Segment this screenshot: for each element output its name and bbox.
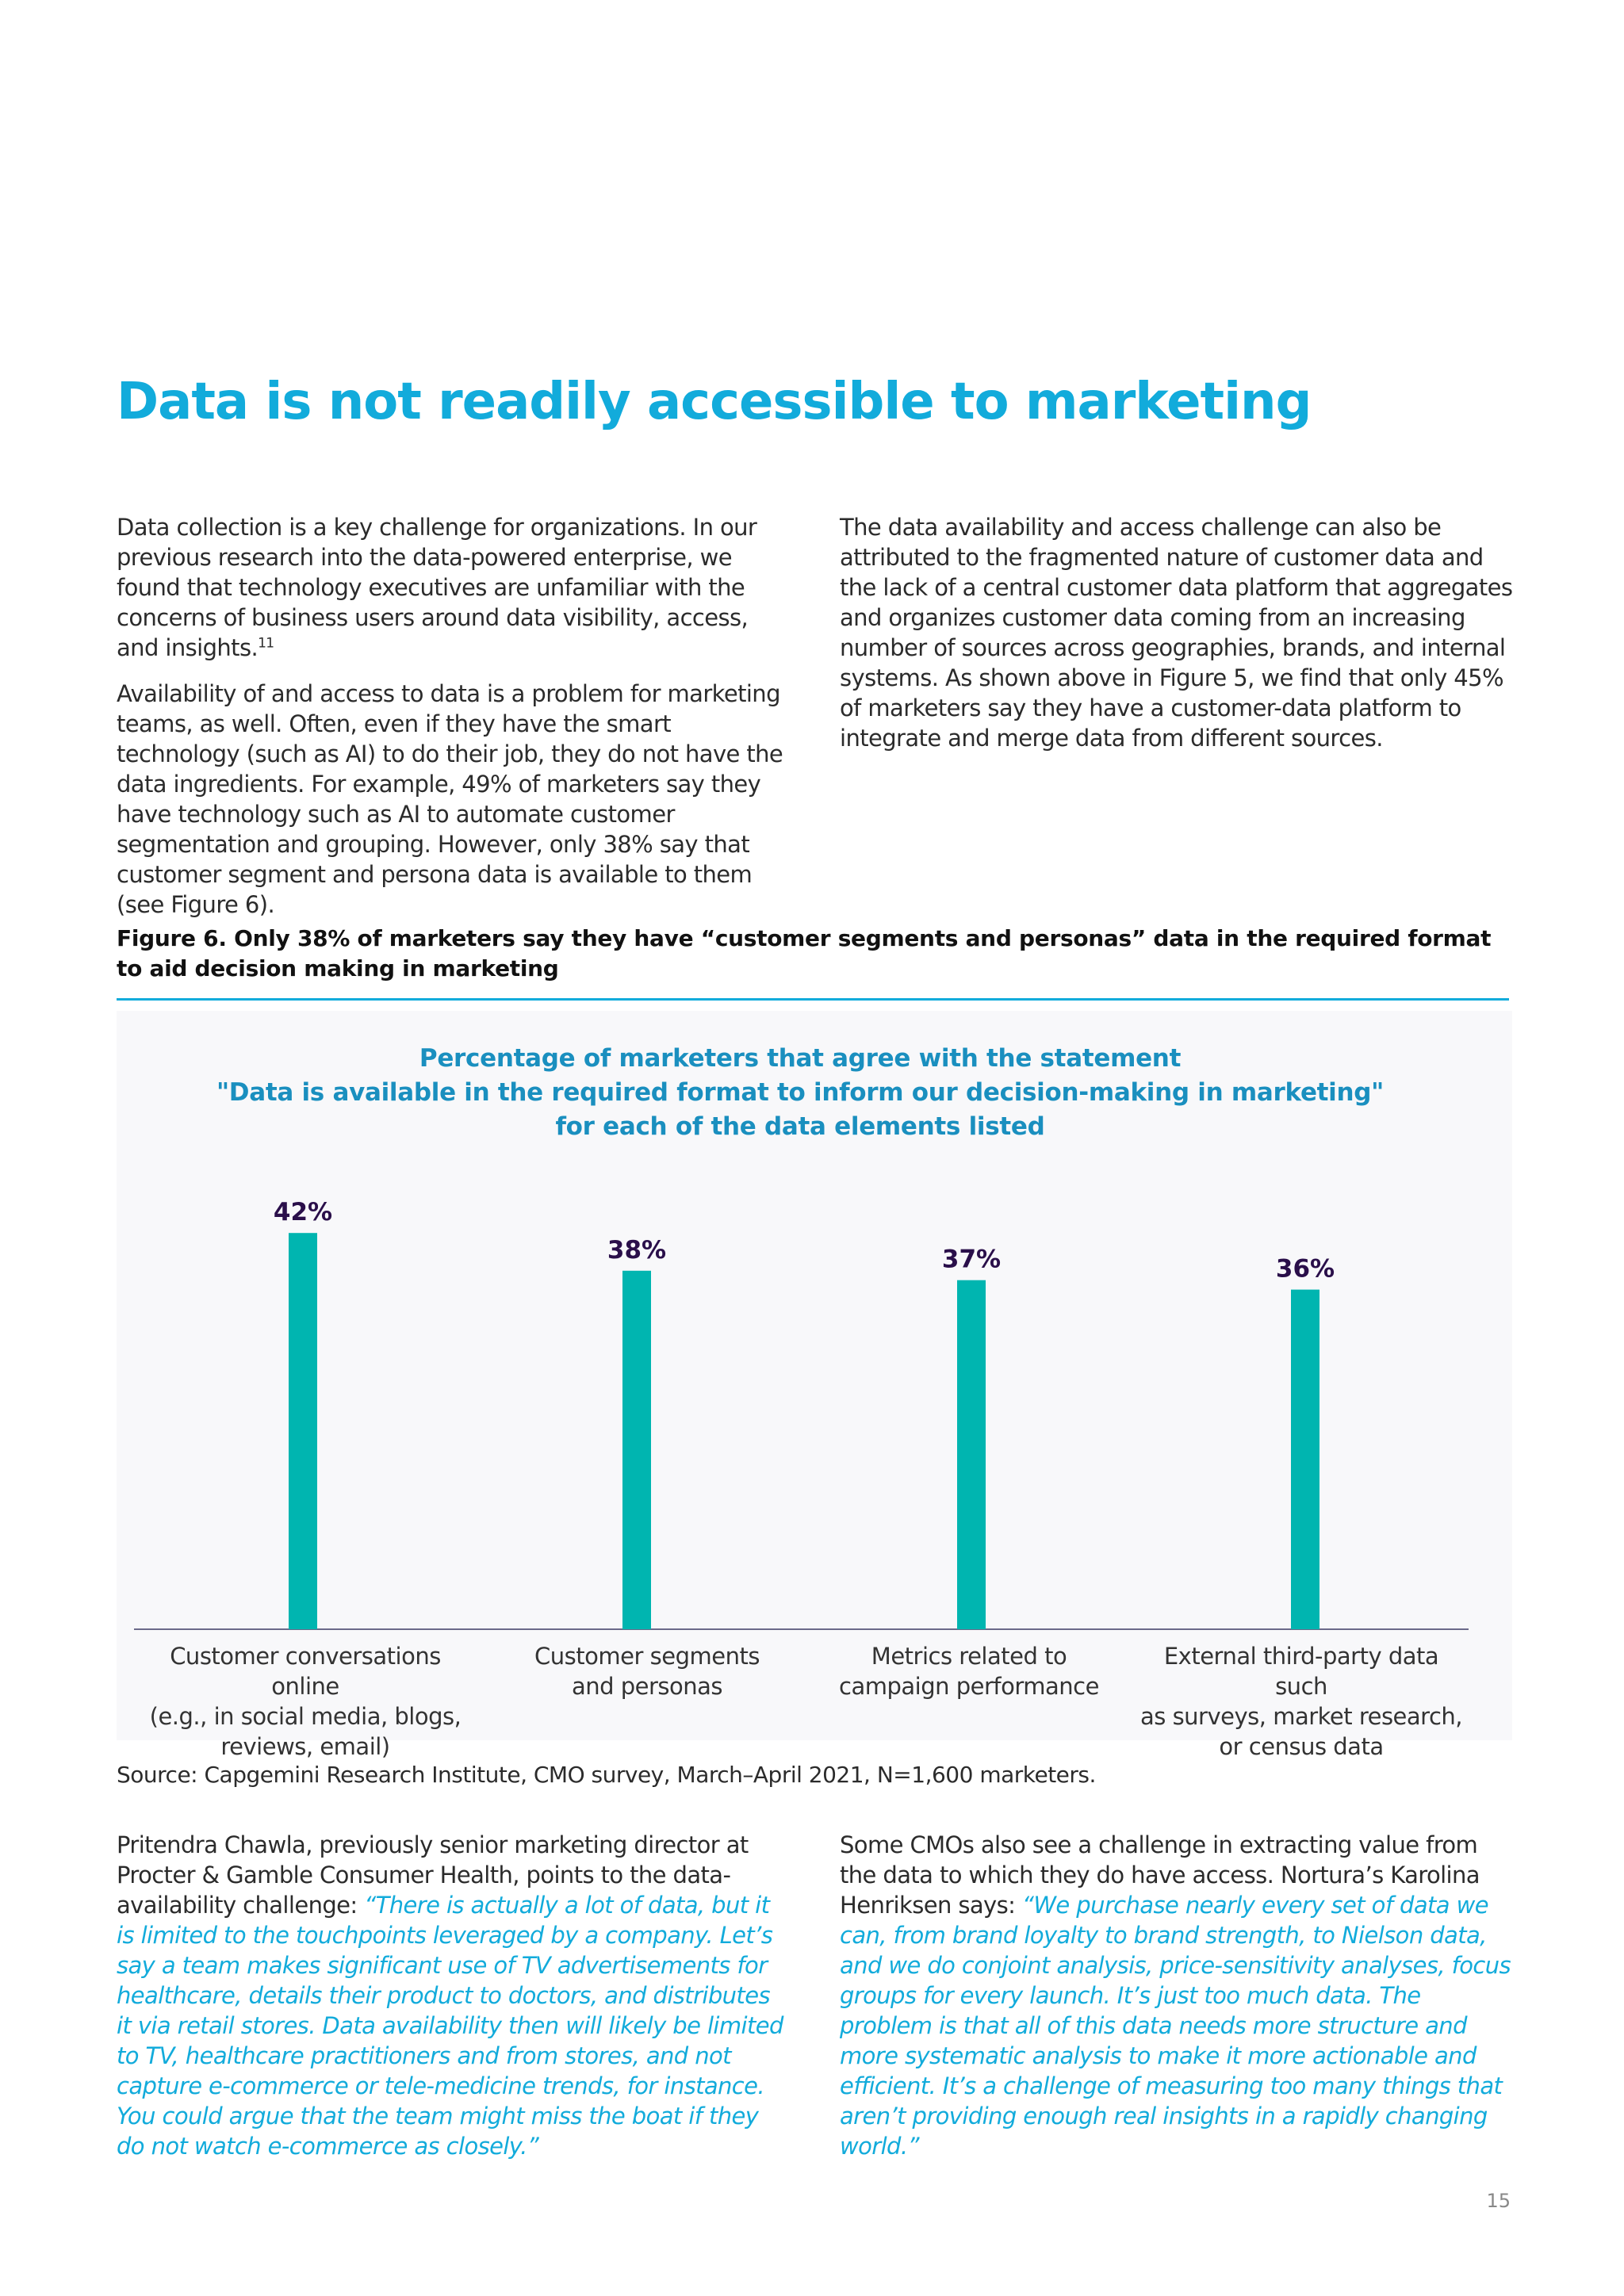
bar bbox=[289, 1233, 317, 1629]
category-label-line: Metrics related to bbox=[871, 1643, 1067, 1670]
paragraph bbox=[117, 512, 791, 663]
category-label-line: (e.g., in social media, blogs, bbox=[149, 1703, 462, 1730]
category-label-line: or census data bbox=[1219, 1733, 1384, 1760]
footnote-ref: 11 bbox=[258, 635, 274, 652]
category-label-line: campaign performance bbox=[839, 1673, 1099, 1700]
category-label-line: Customer conversations online bbox=[170, 1643, 441, 1700]
quote-text: “There is actually a lot of data, but it is limited to the touchpoints leveraged by a company. Let’s say a team makes significant use of TV advertisements for healthcare, details their product to doctors, and distributes it via retail stores. Data availability then will likely be limited to TV, healthcare practitioners and from stores, and not capture e-commerce or tele-medicine trends, for instance. You could argue that the team might miss the boat if they do not watch e-commerce as closely.” bbox=[117, 1892, 783, 2160]
category-label bbox=[1135, 1641, 1468, 1762]
category-label-line: External third-party data such bbox=[1163, 1643, 1439, 1700]
bar-value-label: 36% bbox=[1275, 1254, 1335, 1284]
category-label bbox=[802, 1641, 1136, 1701]
intro-column-left bbox=[117, 512, 791, 936]
bar bbox=[1291, 1290, 1320, 1629]
bar-chart bbox=[117, 1011, 1512, 1740]
figure-source: Source: Capgemini Research Institute, CMO survey, March–April 2021, N=1,600 marketers. bbox=[117, 1762, 1096, 1788]
category-label-line: Customer segments bbox=[534, 1643, 760, 1670]
page-title: Data is not readily accessible to marketing bbox=[117, 373, 1312, 431]
paragraph bbox=[117, 1830, 791, 2161]
chart-title-line: Percentage of marketers that agree with the statement bbox=[419, 1044, 1182, 1073]
quote-text: “We purchase nearly every set of data we can, from brand loyalty to brand strength, to Nielson data, and we do conjoint analysis, price-sensitivity analyses, focus groups for every launch. It’s just too much data. The problem is that all of this data needs more structure and more systematic analysis to make it more actionable and efficient. It’s a challenge of measuring too many things that aren’t providing enough real insights in a rapidly changing world.” bbox=[840, 1892, 1511, 2160]
category-label-line: reviews, email) bbox=[220, 1733, 390, 1760]
bar bbox=[622, 1271, 651, 1629]
quote-column-left bbox=[117, 1830, 791, 2177]
category-label-line: and personas bbox=[571, 1673, 723, 1700]
bar-value-label: 37% bbox=[941, 1245, 1002, 1274]
figure-caption: Figure 6. Only 38% of marketers say they have “customer segments and personas” data in the required format to aid decision making in marketing bbox=[117, 925, 1492, 982]
bar-value-label: 38% bbox=[607, 1235, 667, 1265]
quote-intro: Some CMOs also see a challenge in extracting value from the data to which they do have access. Nortura’s Karolina Henriksen says: bbox=[840, 1831, 1480, 1919]
category-label bbox=[481, 1641, 814, 1701]
page-number: 15 bbox=[1486, 2190, 1511, 2212]
paragraph: The data availability and access challenge can also be attributed to the fragmented nature of customer data and the lack of a central customer data platform that aggregates and organizes customer data coming from an increasing number of sources across geographies, brands, and internal systems. As shown above in Figure 5, we find that only 45% of marketers say they have a customer-data platform to integrate and merge data from different sources. bbox=[840, 514, 1513, 752]
chart-title-line: for each of the data elements listed bbox=[555, 1112, 1045, 1141]
category-label-line: as surveys, market research, bbox=[1139, 1703, 1463, 1730]
paragraph bbox=[840, 1830, 1514, 2161]
quote-intro: Pritendra Chawla, previously senior marketing director at Procter & Gamble Consumer Health, points to the data-availability challenge: bbox=[117, 1831, 749, 1919]
quote-column-right bbox=[840, 1830, 1514, 2177]
paragraph: Availability of and access to data is a problem for marketing teams, as well. Often, even if they have the smart technology (such as AI) to do their job, they do not have the data ingredients. For example, 49% of marketers say they have technology such as AI to automate customer segmentation and grouping. However, only 38% say that customer segment and persona data is available to them (see Figure 6). bbox=[117, 680, 783, 918]
chart-title-line: "Data is available in the required format to inform our decision-making in marketing" bbox=[216, 1078, 1385, 1107]
bar bbox=[957, 1280, 986, 1629]
category-label bbox=[139, 1641, 472, 1762]
paragraph-text: Data collection is a key challenge for organizations. In our previous research into the data-powered enterprise, we found that technology executives are unfamiliar with the concerns of business users around data visibility, access, and insights. bbox=[117, 514, 757, 661]
intro-column-right bbox=[840, 512, 1514, 769]
figure-divider bbox=[117, 998, 1509, 1001]
bar-value-label: 42% bbox=[273, 1198, 333, 1227]
